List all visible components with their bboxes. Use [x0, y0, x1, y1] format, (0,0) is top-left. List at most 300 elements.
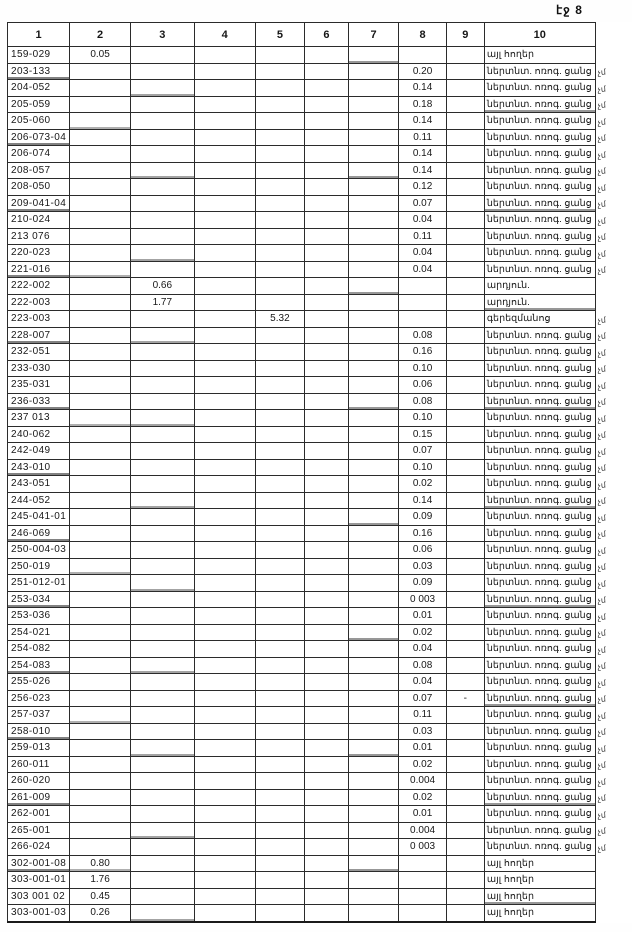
header-row — [8, 23, 632, 47]
cell-col9 — [446, 426, 484, 443]
cell-col9 — [446, 806, 484, 823]
cell-col3 — [130, 146, 194, 163]
cell-col7 — [348, 723, 399, 740]
cell-col10: ներտնտ. ոռոգ. ցանց — [484, 542, 595, 559]
cell-col7 — [348, 129, 399, 146]
cell-col9 — [446, 96, 484, 113]
cell-col2 — [70, 410, 131, 427]
cell-col1: 208-050 — [8, 179, 70, 196]
margin-note: չմ — [597, 545, 607, 556]
table-row — [8, 377, 632, 394]
cell-col9 — [446, 525, 484, 542]
cell-col8: 0.04 — [399, 261, 446, 278]
cell-col2 — [70, 608, 131, 625]
margin-note: չմ — [597, 166, 607, 176]
margin-note — [595, 293, 632, 312]
cell-col7 — [348, 443, 399, 460]
cell-col10: ներտնտ. ոռոգ. ցանց — [484, 410, 595, 427]
cell-col8: 0.04 — [399, 674, 446, 691]
cell-col8: 0.16 — [399, 344, 446, 361]
cell-col1: 302-001-08 — [8, 855, 70, 872]
cell-col6 — [305, 443, 349, 460]
cell-col6 — [305, 509, 349, 526]
cell-col4 — [194, 657, 255, 674]
cell-col1: 206-074 — [8, 146, 70, 163]
cell-col6 — [305, 542, 349, 559]
table-row — [8, 789, 632, 806]
cell-col8 — [399, 311, 446, 328]
cell-col2 — [70, 492, 131, 509]
margin-note: չմ — [597, 529, 607, 539]
margin-note: չմ — [597, 727, 607, 737]
cell-col2 — [70, 113, 131, 130]
col-header-8: 8 — [399, 23, 446, 47]
cell-col3 — [130, 509, 194, 526]
cell-col3 — [130, 80, 194, 97]
cell-col2 — [70, 393, 131, 410]
cell-col10: արդյուն. — [484, 278, 595, 295]
margin-note: չմ — [597, 479, 607, 490]
cell-col10: ներտնտ. ոռոգ. ցանց — [484, 162, 595, 179]
cell-col6 — [305, 426, 349, 443]
cell-col5 — [255, 113, 304, 130]
cell-col1: 228-007 — [8, 327, 70, 344]
cell-col7 — [348, 228, 399, 245]
margin-note: չմ — [597, 496, 607, 506]
cell-col4 — [194, 641, 255, 658]
table-row — [8, 146, 632, 163]
margin-note: չմ — [597, 611, 607, 622]
cell-col5 — [255, 690, 304, 707]
cell-col9 — [446, 245, 484, 262]
cell-col7 — [348, 872, 399, 889]
cell-col6 — [305, 377, 349, 394]
table-row — [8, 492, 632, 509]
cell-col9 — [446, 278, 484, 295]
cell-col5 — [255, 47, 304, 64]
cell-col7 — [348, 855, 399, 872]
cell-col9 — [446, 839, 484, 856]
cell-col4 — [194, 855, 255, 872]
margin-note: չմ — [597, 331, 607, 341]
cell-col3 — [130, 806, 194, 823]
cell-col9 — [446, 410, 484, 427]
margin-note: չմ — [597, 149, 607, 160]
margin-note: չմ — [597, 562, 607, 572]
cell-col3: 1.77 — [130, 294, 194, 311]
cell-col8 — [399, 278, 446, 295]
cell-col10: ներտնտ. ոռոգ. ցանց — [484, 657, 595, 674]
cell-col5 — [255, 327, 304, 344]
cell-col9 — [446, 294, 484, 311]
cell-col5 — [255, 344, 304, 361]
cell-col7 — [348, 179, 399, 196]
cell-col7 — [348, 195, 399, 212]
cell-col10: ներտնտ. ոռոգ. ցանց — [484, 327, 595, 344]
cell-col3 — [130, 740, 194, 757]
cell-col8 — [399, 888, 446, 905]
cell-col8: 0.14 — [399, 80, 446, 97]
cell-col2: 1.76 — [70, 872, 131, 889]
cell-col6 — [305, 641, 349, 658]
cell-col8: 0.09 — [399, 509, 446, 526]
table-row — [8, 327, 632, 344]
cell-col2: 0.45 — [70, 888, 131, 905]
cell-col4 — [194, 443, 255, 460]
cell-col10: ներտնտ. ոռոգ. ցանց — [484, 113, 595, 130]
cell-col8: 0.14 — [399, 492, 446, 509]
cell-col4 — [194, 377, 255, 394]
cell-col6 — [305, 63, 349, 80]
cell-col8: 0.06 — [399, 542, 446, 559]
cell-col2 — [70, 756, 131, 773]
cell-col10: արդյուն. — [484, 294, 595, 311]
cell-col8 — [399, 294, 446, 311]
cell-col5 — [255, 509, 304, 526]
cell-col7 — [348, 575, 399, 592]
cell-col8: 0.01 — [399, 740, 446, 757]
cell-col6 — [305, 146, 349, 163]
cell-col6 — [305, 179, 349, 196]
table-row — [8, 212, 632, 229]
cell-col10: ներտնտ. ոռոգ. ցանց — [484, 641, 595, 658]
cell-col4 — [194, 575, 255, 592]
cell-col9 — [446, 872, 484, 889]
cell-col9 — [446, 575, 484, 592]
cell-col10: ներտնտ. ոռոգ. ցանց — [484, 591, 595, 608]
margin-note: չմ — [597, 826, 607, 836]
cell-col5 — [255, 63, 304, 80]
margin-note: չմ — [597, 677, 607, 688]
cell-col1: 260-011 — [8, 756, 70, 773]
table-row — [8, 674, 632, 691]
cell-col7 — [348, 905, 399, 922]
cell-col7 — [348, 476, 399, 493]
table-row — [8, 542, 632, 559]
cell-col10: ներտնտ. ոռոգ. ցանց — [484, 80, 595, 97]
cell-col7 — [348, 558, 399, 575]
cell-col2 — [70, 558, 131, 575]
cell-col3 — [130, 360, 194, 377]
table-row — [8, 641, 632, 658]
cell-col6 — [305, 162, 349, 179]
cell-col4 — [194, 459, 255, 476]
cell-col1: 242-049 — [8, 443, 70, 460]
cell-col9 — [446, 905, 484, 922]
cell-col5 — [255, 492, 304, 509]
cell-col4 — [194, 542, 255, 559]
cell-col8: 0.12 — [399, 179, 446, 196]
cell-col3 — [130, 641, 194, 658]
cell-col7 — [348, 96, 399, 113]
page-number-label: էջ 8 — [556, 3, 583, 17]
cell-col4 — [194, 806, 255, 823]
cell-col10: ներտնտ. ոռոգ. ցանց — [484, 839, 595, 856]
margin-note: չմ — [597, 67, 607, 77]
cell-col10: ներտնտ. ոռոգ. ցանց — [484, 96, 595, 113]
cell-col10: ներտնտ. ոռոգ. ցանց — [484, 806, 595, 823]
cell-col9 — [446, 789, 484, 806]
header-margin-spacer — [595, 23, 631, 47]
cell-col10: ներտնտ. ոռոգ. ցանց — [484, 195, 595, 212]
cell-col6 — [305, 608, 349, 625]
cell-col5 — [255, 80, 304, 97]
cell-col3 — [130, 47, 194, 64]
margin-note: չմ — [597, 446, 607, 457]
cell-col1: 221-016 — [8, 261, 70, 278]
cell-col6 — [305, 558, 349, 575]
cell-col9 — [446, 311, 484, 328]
cell-col8: 0.09 — [399, 575, 446, 592]
table-row — [8, 162, 632, 179]
cell-col2 — [70, 707, 131, 724]
cell-col5 — [255, 773, 304, 790]
table-row — [8, 344, 632, 361]
margin-note: չմ — [597, 595, 607, 605]
cell-col6 — [305, 294, 349, 311]
col-header-4: 4 — [194, 23, 255, 47]
col-header-6: 6 — [305, 23, 349, 47]
cell-col10: ներտնտ. ոռոգ. ցանց — [484, 690, 595, 707]
cell-col9 — [446, 47, 484, 64]
cell-col3: 0.66 — [130, 278, 194, 295]
cell-col3 — [130, 476, 194, 493]
cell-col5 — [255, 294, 304, 311]
cell-col6 — [305, 245, 349, 262]
cell-col8 — [399, 905, 446, 922]
cell-col7 — [348, 212, 399, 229]
cell-col9 — [446, 261, 484, 278]
cell-col8: 0.14 — [399, 146, 446, 163]
cell-col4 — [194, 311, 255, 328]
cell-col1: 303-001-03 — [8, 905, 70, 922]
cell-col5 — [255, 377, 304, 394]
cell-col8: 0.004 — [399, 822, 446, 839]
cell-col2 — [70, 311, 131, 328]
cell-col8: 0.11 — [399, 129, 446, 146]
cell-col4 — [194, 96, 255, 113]
cell-col3 — [130, 723, 194, 740]
cell-col3 — [130, 311, 194, 328]
cell-col5 — [255, 360, 304, 377]
cell-col2 — [70, 63, 131, 80]
cell-col9 — [446, 707, 484, 724]
cell-col10: ներտնտ. ոռոգ. ցանց — [484, 558, 595, 575]
cell-col8: 0.07 — [399, 443, 446, 460]
cell-col9 — [446, 228, 484, 245]
cell-col6 — [305, 80, 349, 97]
margin-note: չմ — [597, 182, 607, 193]
table-row — [8, 872, 632, 889]
cell-col4 — [194, 839, 255, 856]
cell-col9 — [446, 740, 484, 757]
cell-col9 — [446, 146, 484, 163]
cell-col2 — [70, 212, 131, 229]
cell-col1: 205-059 — [8, 96, 70, 113]
cell-col2 — [70, 591, 131, 608]
cell-col4 — [194, 773, 255, 790]
cell-col4 — [194, 80, 255, 97]
table-row — [8, 806, 632, 823]
cell-col10: ներտնտ. ոռոգ. ցանց — [484, 393, 595, 410]
cell-col1: 256-023 — [8, 690, 70, 707]
cell-col2 — [70, 146, 131, 163]
cell-col7 — [348, 459, 399, 476]
cell-col9 — [446, 360, 484, 377]
col-header-5: 5 — [255, 23, 304, 47]
cell-col1: 266-024 — [8, 839, 70, 856]
table-row — [8, 855, 632, 872]
table-row — [8, 905, 632, 922]
table-row — [8, 195, 632, 212]
margin-note: չմ — [597, 133, 607, 143]
margin-note: չմ — [597, 314, 607, 325]
table-row — [8, 459, 632, 476]
table-row — [8, 426, 632, 443]
cell-col10: ներտնտ. ոռոգ. ցանց — [484, 756, 595, 773]
cell-col6 — [305, 855, 349, 872]
cell-col3 — [130, 756, 194, 773]
margin-note — [595, 854, 632, 873]
table-row — [8, 591, 632, 608]
cell-col9 — [446, 459, 484, 476]
cell-col10: ներտնտ. ոռոգ. ցանց — [484, 228, 595, 245]
margin-note: չմ — [597, 199, 607, 209]
cell-col3 — [130, 872, 194, 889]
cell-col8: 0.004 — [399, 773, 446, 790]
cell-col8: 0.10 — [399, 459, 446, 476]
cell-col6 — [305, 674, 349, 691]
cell-col7 — [348, 822, 399, 839]
cell-col2 — [70, 674, 131, 691]
cell-col10: ներտնտ. ոռոգ. ցանց — [484, 525, 595, 542]
cell-col1: 243-051 — [8, 476, 70, 493]
cell-col5 — [255, 146, 304, 163]
cell-col3 — [130, 789, 194, 806]
cell-col1: 265-001 — [8, 822, 70, 839]
cell-col5 — [255, 261, 304, 278]
cell-col4 — [194, 327, 255, 344]
cell-col2 — [70, 542, 131, 559]
cell-col5 — [255, 756, 304, 773]
cell-col10: այլ հողեր — [484, 47, 595, 64]
table-row — [8, 63, 632, 80]
cell-col4 — [194, 674, 255, 691]
cell-col2 — [70, 228, 131, 245]
cell-col3 — [130, 377, 194, 394]
cell-col6 — [305, 228, 349, 245]
cell-col7 — [348, 707, 399, 724]
cell-col1: 262-001 — [8, 806, 70, 823]
cell-col6 — [305, 476, 349, 493]
cell-col10: ներտնտ. ոռոգ. ցանց — [484, 575, 595, 592]
cell-col9 — [446, 327, 484, 344]
cell-col6 — [305, 657, 349, 674]
cell-col7 — [348, 344, 399, 361]
cell-col5 — [255, 806, 304, 823]
cell-col4 — [194, 47, 255, 64]
cell-col6 — [305, 773, 349, 790]
cell-col7 — [348, 674, 399, 691]
table-row — [8, 294, 632, 311]
cell-col9 — [446, 542, 484, 559]
cell-col7 — [348, 63, 399, 80]
cell-col10: ներտնտ. ոռոգ. ցանց — [484, 443, 595, 460]
cell-col5 — [255, 855, 304, 872]
cell-col2 — [70, 525, 131, 542]
margin-note: չմ — [597, 644, 607, 655]
cell-col7 — [348, 657, 399, 674]
cell-col1: 213 076 — [8, 228, 70, 245]
cell-col10: ներտնտ. ոռոգ. ցանց — [484, 723, 595, 740]
cell-col10: ներտնտ. ոռոգ. ցանց — [484, 773, 595, 790]
table-row — [8, 278, 632, 295]
cell-col10: ներտնտ. ոռոգ. ցանց — [484, 707, 595, 724]
cell-col4 — [194, 707, 255, 724]
cell-col4 — [194, 129, 255, 146]
cell-col6 — [305, 113, 349, 130]
cell-col9 — [446, 674, 484, 691]
cell-col2 — [70, 575, 131, 592]
cell-col7 — [348, 47, 399, 64]
cell-col1: 260-020 — [8, 773, 70, 790]
cell-col4 — [194, 624, 255, 641]
cell-col7 — [348, 806, 399, 823]
cell-col4 — [194, 905, 255, 922]
cell-col2 — [70, 476, 131, 493]
cell-col9 — [446, 129, 484, 146]
margin-note: չմ — [597, 248, 607, 259]
cell-col2 — [70, 80, 131, 97]
cell-col1: 261-009 — [8, 789, 70, 806]
cell-col3 — [130, 443, 194, 460]
cell-col8: 0.07 — [399, 690, 446, 707]
cell-col1: 243-010 — [8, 459, 70, 476]
cell-col8: 0.08 — [399, 657, 446, 674]
cell-col7 — [348, 360, 399, 377]
cell-col5 — [255, 608, 304, 625]
cell-col2 — [70, 443, 131, 460]
cell-col2 — [70, 162, 131, 179]
cell-col9 — [446, 558, 484, 575]
cell-col5 — [255, 888, 304, 905]
cell-col5 — [255, 459, 304, 476]
margin-note: չմ — [597, 776, 607, 787]
cell-col2 — [70, 789, 131, 806]
cell-col10: ներտնտ. ոռոգ. ցանց — [484, 459, 595, 476]
cell-col10: ներտնտ. ոռոգ. ցանց — [484, 377, 595, 394]
margin-note: չմ — [597, 265, 607, 275]
cell-col4 — [194, 113, 255, 130]
cell-col6 — [305, 195, 349, 212]
cell-col3 — [130, 426, 194, 443]
cell-col6 — [305, 888, 349, 905]
cell-col4 — [194, 195, 255, 212]
cell-col5 — [255, 393, 304, 410]
table-row — [8, 525, 632, 542]
cell-col10: ներտնտ. ոռոգ. ցանց — [484, 179, 595, 196]
cell-col5 — [255, 525, 304, 542]
table-row — [8, 773, 632, 790]
cell-col2 — [70, 509, 131, 526]
cell-col1: 253-036 — [8, 608, 70, 625]
cell-col10: ներտնտ. ոռոգ. ցանց — [484, 740, 595, 757]
cell-col2 — [70, 327, 131, 344]
cell-col9 — [446, 773, 484, 790]
col-header-1: 1 — [8, 23, 70, 47]
cell-col6 — [305, 410, 349, 427]
cell-col10: ներտնտ. ոռոգ. ցանց — [484, 476, 595, 493]
